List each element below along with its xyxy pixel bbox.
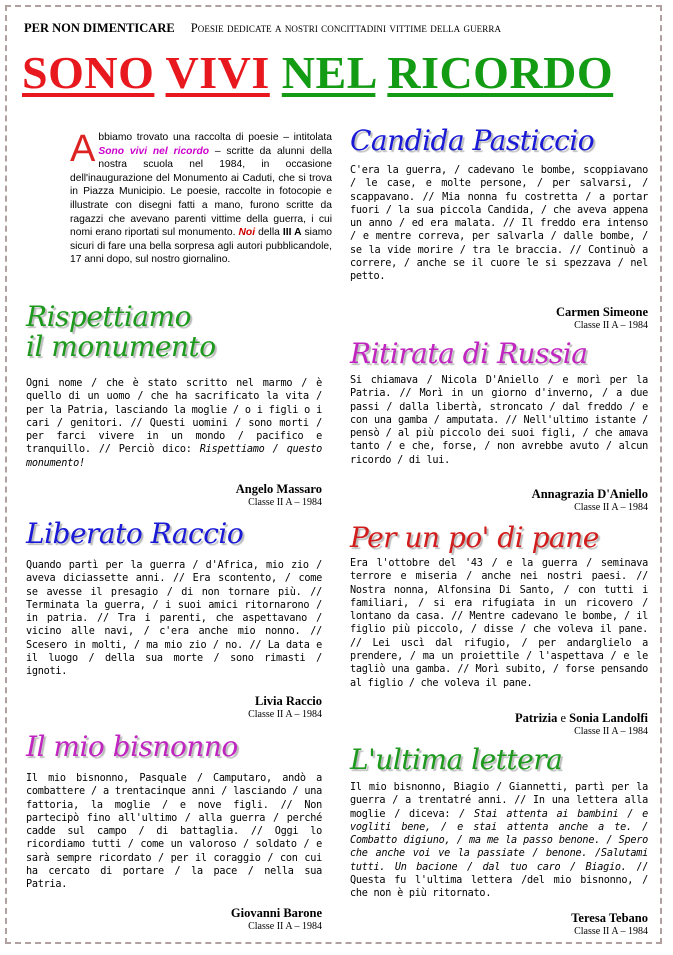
author-daniello: Annagrazia D'Aniello <box>531 487 648 501</box>
top-header <box>24 21 501 36</box>
author-and: e <box>557 711 570 725</box>
poem-text-pane: Era l'ottobre del '43 / e la guerra / seminava terrore e miseria / anche nei nostri paesi. // Nostra nonna, Alfonsina Di Santo, / con tutti i familiari, / si era rifugiata in un ricovero / lontano da casa. // Mentre cadevano le bombe, / il figlio più piccolo, / disse / che voleva il pane. // Lei uscì dal rifugio, / per andarglielo a prendere, / ma un proiettile / l'aspettava / e le tagliò una gamba. // Morì subito, / forse pensando al figlio / che voleva il pane. <box>350 558 648 689</box>
intro-text-1: bbiamo trovato una raccolta di poesie – intitolata <box>98 132 332 143</box>
intro-text-4: siamo sicuri di fare una bella sorpresa agli autori pubblicandole, 17 anni dopo, sul nostro giornalino. <box>70 227 332 266</box>
class-massaro: Classe II A – 1984 <box>248 497 322 508</box>
class-landolfi: Classe II A – 1984 <box>574 726 648 737</box>
header-subtitle: Poesie dedicate a nostri concittadini vittime della guerra <box>190 21 502 35</box>
poem-title-line2: il monumento <box>26 330 216 363</box>
header-left: PER NON DIMENTICARE <box>24 21 175 35</box>
class-daniello: Classe II A – 1984 <box>574 502 648 513</box>
poem-text-rispettiamo <box>26 377 322 470</box>
poem-title-rispettiamo <box>26 302 216 362</box>
poem-body: Il mio bisnonno, Biagio / Giannetti, partì per la guerra / a trentatré anni. // In una lettera alla moglie / diceva: <box>350 782 648 820</box>
poem-body-italic: / Stai attenta ai bambini / e vogliti bene, / e stai attenta anche a te. / Combatto digiuno, / ma me la passo benone. / Spero che anche voi ve la passiate / benone. /Salutami tutti. Un bacione / dal tuo caro / Biagio. <box>350 808 648 873</box>
poem-body: Ogni nome / che è stato scritto nel marmo / è quello di un uomo / che ha sacrificato la vita / per la Patria, lasciando la moglie / o i figli o i cari / genitori. // Questi uomini / sono morti / per farci vivere in un mondo / pacifico e tranquillo. // Perciò dico: <box>26 378 322 456</box>
title-word-ricordo: RICORDO <box>387 47 614 98</box>
book-title: Sono vivi nel ricordo <box>98 145 210 157</box>
intro-text-3: della <box>255 227 283 239</box>
author-massaro: Angelo Massaro <box>235 482 322 496</box>
intro-class: III A <box>282 227 302 239</box>
title-word-sono: SONO <box>22 47 155 98</box>
poem-title-candida: Candida Pasticcio <box>350 124 595 157</box>
poem-text-bisnonno: Il mio bisnonno, Pasquale / Camputaro, andò a combattere / a trentacinque anni / lasciando / una fattoria, la moglie / e nove figli. // Non partecipò fino all'ultimo / alla guerra / perché cadde sul campo / di battaglia. // Oggi lo ricordiamo tutti / come un valoroso / soldato / e sarà sempre ricordato / per il coraggio / con cui ha cercato di portare / la pace / nella sua Patria. <box>26 773 322 891</box>
page-title <box>22 47 614 98</box>
poem-text-liberato: Quando partì per la guerra / d'Africa, mio zio / aveva diciassette anni. // Era scontento, / come se avesse il presagio / di non tornare più. // Terminata la guerra, / i suoi amici ritornarono / in patria. // Tra i parenti, che aspettavano / vicino alle navi, / c'era anche mio nonno. // Scesero in molti, / ma mio zio / no. // La data e il luogo / della sua morte / sono rimasti / ignoti. <box>26 560 322 678</box>
poem-title-lettera: L'ultima lettera <box>350 743 563 776</box>
author-landolfi <box>515 711 648 726</box>
class-barone: Classe II A – 1984 <box>248 921 322 932</box>
poem-body-end: // Questa fu l'ultima lettera /del mio bisnonno, / che non è più ritornato. <box>350 861 648 900</box>
class-simeone: Classe II A – 1984 <box>574 320 648 331</box>
author-tebano: Teresa Tebano <box>571 911 648 925</box>
author-name-b: Sonia Landolfi <box>569 711 648 725</box>
poem-title-bisnonno: Il mio bisnonno <box>26 730 238 763</box>
author-raccio: Livia Raccio <box>254 694 322 708</box>
poem-title-liberato: Liberato Raccio <box>26 517 244 550</box>
intro-paragraph <box>70 128 333 267</box>
poem-text-candida: C'era la guerra, / cadevano le bombe, scoppiavano / le case, e molte persone, / per salvarsi, / scappavano. // Mia nonna fu costretta / a portar fuori / la sua piccola Candida, / che aveva appena un anno / ed era malata. // Il freddo era intenso / e mentre correva, per salvarla / dalle bombe, / se la vide morire / tra le braccia. // Continuò a correre, / anche se il cuore le si spezzava / nel petto. <box>350 165 648 283</box>
author-barone: Giovanni Barone <box>230 906 322 920</box>
poem-title-pane: Per un po' di pane <box>350 521 599 554</box>
poem-text-lettera <box>350 781 648 901</box>
author-simeone: Carmen Simeone <box>556 305 648 319</box>
intro-noi: Noi <box>238 227 256 239</box>
title-word-vivi: VIVI <box>165 47 270 98</box>
poem-title-russia: Ritirata di Russia <box>350 337 588 370</box>
class-raccio: Classe II A – 1984 <box>248 709 322 720</box>
author-name-a: Patrizia <box>514 711 558 725</box>
poem-title-line1: Rispettiamo <box>26 300 191 333</box>
title-word-nel: NEL <box>281 47 376 98</box>
class-tebano: Classe II A – 1984 <box>574 926 648 937</box>
poem-text-russia: Si chiamava / Nicola D'Aniello / e morì per la Patria. // Morì in un giorno d'inverno, / a due passi / dalla libertà, stroncato / dal freddo / e con una gamba / amputata. // Nell'ultimo istante / pensò / al più piccolo dei suoi figli, / che amava tanto / e che, forse, / non avrebbe avuto / alcun ricordo / di lui. <box>350 375 648 466</box>
drop-cap: A <box>70 128 96 170</box>
intro-text-2: – scritte da alunni della nostra scuola nel 1984, in occasione dell'inaugurazione del Monumento ai Caduti, che si trova in Piazza Municipio. Le poesie, raccolte in fotocopie e illustrate con disegni fatti a mano, furono scritte da ragazzi che avevano parenti vittime della guerra, i cui nomi erano riportati sul monumento. <box>70 145 333 239</box>
poem-body-italic: Rispettiamo / questo monumento! <box>26 444 322 469</box>
